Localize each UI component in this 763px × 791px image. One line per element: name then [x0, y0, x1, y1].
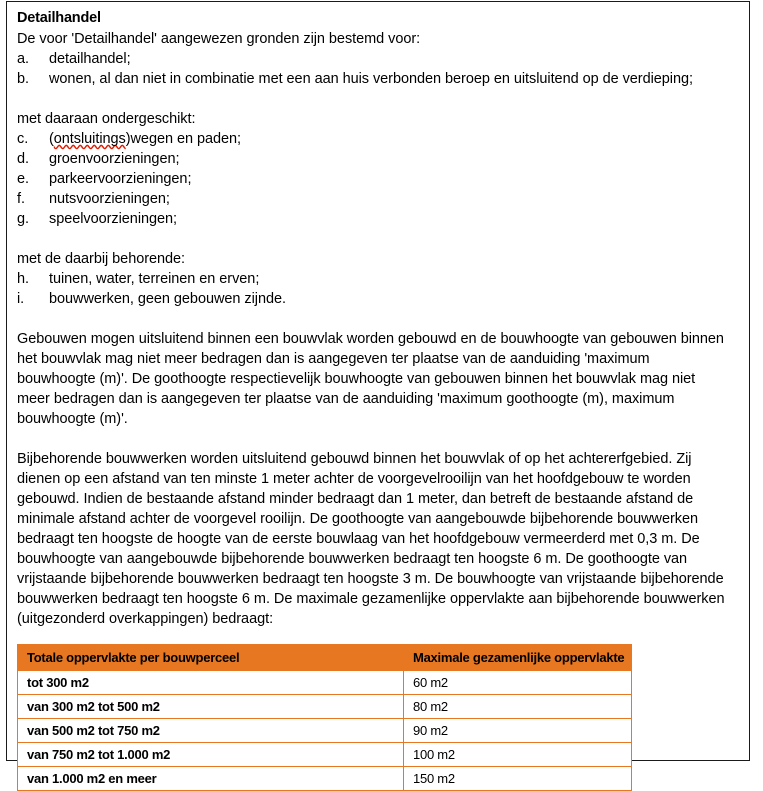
list-item-label: detailhandel;	[49, 51, 131, 67]
column-header-max-area: Maximale gezamenlijke oppervlakte	[404, 645, 632, 671]
spacer	[17, 89, 739, 109]
list-item-label: parkeervoorzieningen;	[49, 171, 192, 187]
list-item	[17, 149, 739, 169]
subordinate-list	[17, 129, 739, 229]
cell-max-area: 80 m2	[404, 695, 632, 719]
list-item-label: groenvoorzieningen;	[49, 151, 180, 167]
list-item	[17, 69, 739, 89]
document-page	[6, 1, 750, 786]
list-marker: a.	[17, 51, 29, 67]
spellcheck-error-text: ontsluitings	[53, 131, 126, 147]
list-marker: c.	[17, 131, 29, 147]
max-area-table	[17, 644, 632, 791]
spacer	[17, 429, 739, 449]
list-item	[17, 49, 739, 69]
table-body	[18, 671, 632, 791]
list-item-label: tuinen, water, terreinen en erven;	[49, 271, 260, 287]
column-header-parcel-area: Totale oppervlakte per bouwperceel	[18, 645, 404, 671]
list-item	[17, 189, 739, 209]
spacer	[17, 229, 739, 249]
belonging-list	[17, 269, 739, 309]
table-row	[18, 743, 632, 767]
list-item	[17, 129, 739, 149]
primary-list	[17, 49, 739, 89]
list-item-suffix: )wegen en paden;	[125, 131, 242, 147]
table-header-row	[18, 645, 632, 671]
paragraph-accessory-structures: Bijbehorende bouwwerken worden uitsluitend gebouwd binnen het bouwvlak of op het achtererfgebied. Zij dienen op een afstand van ten minste 1 meter achter de voorgevelrooilijn van het hoofdgebouw te worden gebouwd. Indien de bestaande afstand minder bedraagt dan 1 meter, dan betreft de bestaande afstand de minimale afstand achter de voorgevel rooilijn. De goothoogte van aangebouwde bijbehorende bouwwerken bedraagt ten hoogste de hoogte van de eerste bouwlaag van het hoofdgebouw vermeerderd met 0,3 m. De bouwhoogte van aangebouwde bijbehorende bouwwerken bedraagt ten hoogste 6 m. De goothoogte van vrijstaande bijbehorende bouwwerken bedraagt ten hoogste 3 m. De bouwhoogte van vrijstaande bijbehorende bouwwerken bedraagt ten hoogste 6 m. De maximale gezamenlijke oppervlakte aan bijbehorende bouwwerken (uitgezonderd overkappingen) bedraagt:	[17, 451, 725, 627]
list-item-label: wonen, al dan niet in combinatie met een aan huis verbonden beroep en uitsluitend op de verdieping;	[49, 71, 693, 87]
list-item	[17, 209, 739, 229]
list-item	[17, 169, 739, 189]
spacer	[17, 309, 739, 329]
cell-max-area: 60 m2	[404, 671, 632, 695]
list-item-label: nutsvoorzieningen;	[49, 191, 170, 207]
list-marker: b.	[17, 71, 29, 87]
list-marker: e.	[17, 171, 29, 187]
paren-open: (	[49, 131, 54, 147]
intro-paragraph: De voor 'Detailhandel' aangewezen gronden zijn bestemd voor:	[17, 31, 421, 47]
list-item	[17, 269, 739, 289]
page-title: Detailhandel	[17, 10, 101, 26]
document-content	[7, 2, 749, 791]
cell-parcel-area: van 1.000 m2 en meer	[18, 767, 404, 791]
paragraph-buildings: Gebouwen mogen uitsluitend binnen een bouwvlak worden gebouwd en de bouwhoogte van gebouwen binnen het bouwvlak mag niet meer bedragen dan is aangegeven ter plaatse van de aanduiding 'maximum bouwhoogte (m)'. De goothoogte respectievelijk bouwhoogte van gebouwen binnen het bouwvlak mag niet meer bedragen dan is aangegeven ter plaatse van de aanduiding 'maximum goothoogte (m), maximum bouwhoogte (m)'.	[17, 331, 724, 427]
list-marker: g.	[17, 211, 29, 227]
list-item	[17, 289, 739, 309]
cell-parcel-area: van 500 m2 tot 750 m2	[18, 719, 404, 743]
cell-parcel-area: van 300 m2 tot 500 m2	[18, 695, 404, 719]
list-item-label: bouwwerken, geen gebouwen zijnde.	[49, 291, 286, 307]
list-item-label: speelvoorzieningen;	[49, 211, 178, 227]
cell-max-area: 90 m2	[404, 719, 632, 743]
cell-max-area: 150 m2	[404, 767, 632, 791]
area-table-wrapper	[17, 644, 739, 791]
table-header	[18, 645, 632, 671]
list-marker: h.	[17, 271, 29, 287]
subordinate-heading: met daaraan ondergeschikt:	[17, 111, 196, 127]
list-marker: d.	[17, 151, 29, 167]
table-row	[18, 671, 632, 695]
cell-max-area: 100 m2	[404, 743, 632, 767]
belonging-heading: met de daarbij behorende:	[17, 251, 186, 267]
list-marker: f.	[17, 191, 25, 207]
list-item-label	[49, 129, 739, 149]
table-row	[18, 695, 632, 719]
table-row	[18, 719, 632, 743]
table-row	[18, 767, 632, 791]
cell-parcel-area: tot 300 m2	[18, 671, 404, 695]
cell-parcel-area: van 750 m2 tot 1.000 m2	[18, 743, 404, 767]
list-marker: i.	[17, 291, 25, 307]
